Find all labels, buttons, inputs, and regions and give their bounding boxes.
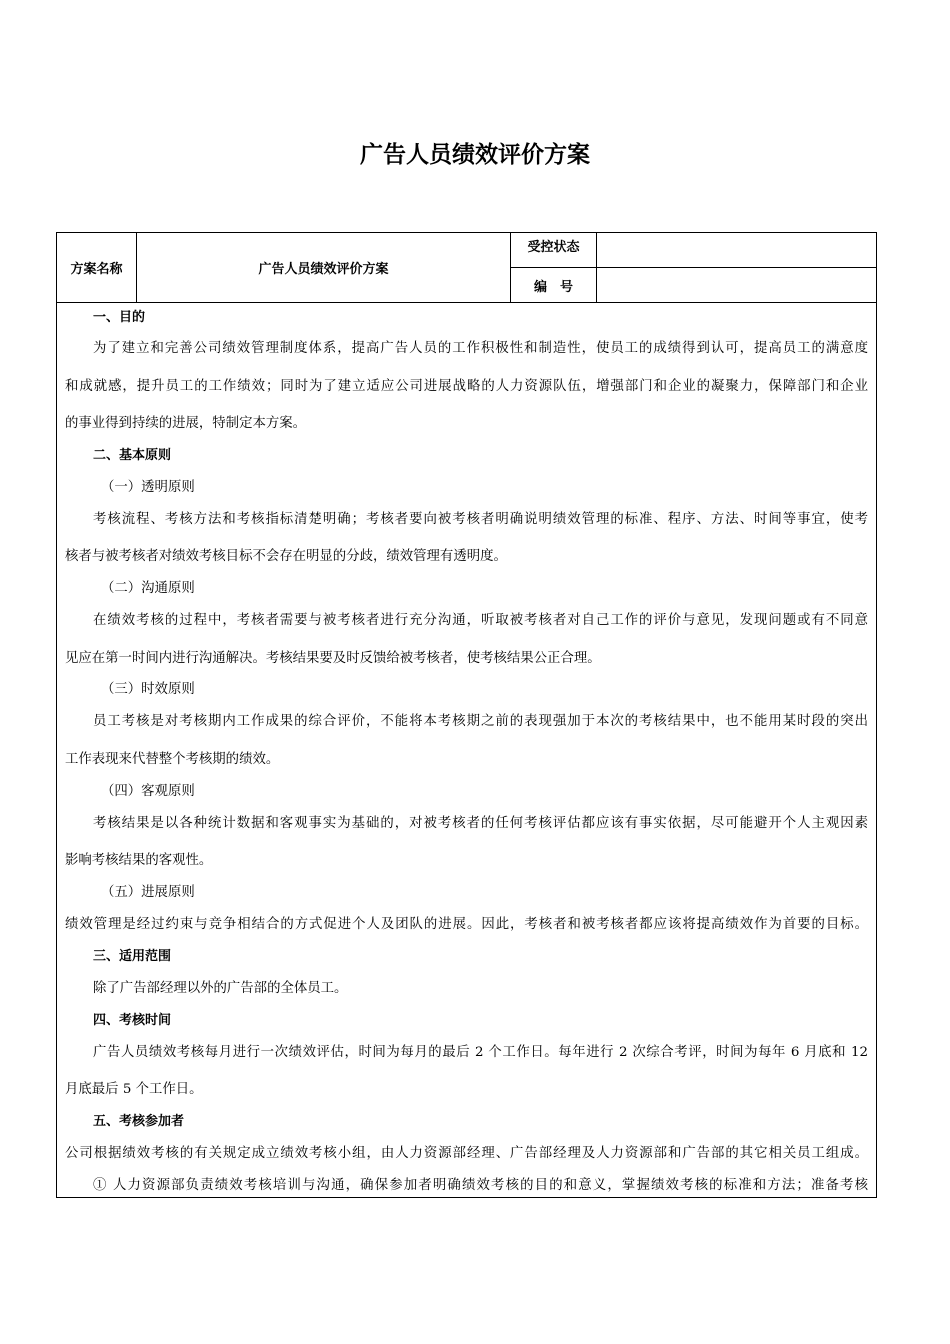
- paragraph-line: 广告人员绩效考核每月进行一次绩效评估，时间为每月的最后 2 个工作日。每年进行 2 次综合考评，时间为每年 6 月底和 12: [93, 1045, 868, 1060]
- subsection-heading: （五）进展原则: [101, 885, 195, 900]
- paragraph-line: 在绩效考核的过程中，考核者需要与被考核者进行充分沟通，听取被考核者对自己工作的评价与意见，发现问题或有不同意: [93, 613, 868, 628]
- section-heading-scope: 三、适用范围: [93, 949, 172, 964]
- number-value: [597, 268, 876, 302]
- paragraph-line: 绩效管理是经过约束与竞争相结合的方式促进个人及团队的进展。因此，考核者和被考核者都应该将提高绩效作为首要的目标。: [65, 917, 868, 932]
- paragraph-line: 的事业得到持续的进展，特制定本方案。: [65, 416, 307, 431]
- subsection-heading: （二）沟通原则: [101, 581, 195, 596]
- plan-header-table: [57, 233, 876, 303]
- subsection-heading: （一）透明原则: [101, 480, 195, 495]
- section-heading-time: 四、考核时间: [93, 1013, 172, 1028]
- paragraph-line: 公司根据绩效考核的有关规定成立绩效考核小组，由人力资源部经理、广告部经理及人力资源部和广告部的其它相关员工组成。: [65, 1146, 868, 1161]
- control-status-label: 受控状态: [527, 240, 580, 255]
- section-heading-purpose: 一、目的: [93, 310, 146, 325]
- paragraph-line: 考核流程、考核方法和考核指标清楚明确；考核者要向被考核者明确说明绩效管理的标准、程序、方法、时间等事宜，使考: [93, 512, 868, 527]
- subsection-heading: （三）时效原则: [101, 682, 195, 697]
- plan-name-value: 广告人员绩效评价方案: [258, 262, 389, 277]
- paragraph-line: 员工考核是对考核期内工作成果的综合评价，不能将本考核期之前的表现强加于本次的考核结果中，也不能用某时段的突出: [93, 714, 868, 729]
- paragraph-line: 影响考核结果的客观性。: [65, 853, 213, 868]
- paragraph-line: 和成就感，提升员工的工作绩效；同时为了建立适应公司进展战略的人力资源队伍，增强部门和企业的凝聚力，保障部门和企业: [65, 379, 868, 394]
- section-heading-principles: 二、基本原则: [93, 448, 172, 463]
- plan-table: [56, 232, 877, 1198]
- paragraph-line: 为了建立和完善公司绩效管理制度体系，提高广告人员的工作积极性和制造性，使员工的成绩得到认可，提高员工的满意度: [93, 341, 868, 356]
- paragraph-line: 核者与被考核者对绩效考核目标不会存在明显的分歧，绩效管理有透明度。: [65, 549, 507, 564]
- paragraph-line: 工作表现来代替整个考核期的绩效。: [65, 752, 280, 767]
- plan-name-label: 方案名称: [70, 262, 123, 277]
- section-heading-participants: 五、考核参加者: [93, 1114, 185, 1129]
- paragraph-line: 月底最后 5 个工作日。: [65, 1082, 203, 1097]
- paragraph-line: ① 人力资源部负责绩效考核培训与沟通，确保参加者明确绩效考核的目的和意义，掌握绩效考核的标准和方法；准备考核: [93, 1178, 868, 1193]
- control-status-value: [597, 233, 876, 267]
- subsection-heading: （四）客观原则: [101, 784, 195, 799]
- paragraph-line: 除了广告部经理以外的广告部的全体员工。: [93, 981, 348, 996]
- document-title: 广告人员绩效评价方案: [360, 142, 590, 168]
- number-label: 编 号: [533, 279, 573, 295]
- paragraph-line: 见应在第一时间内进行沟通解决。考核结果要及时反馈给被考核者，使考核结果公正合理。: [65, 651, 601, 666]
- paragraph-line: 考核结果是以各种统计数据和客观事实为基础的，对被考核者的任何考核评估都应该有事实依据，尽可能避开个人主观因素: [93, 816, 868, 831]
